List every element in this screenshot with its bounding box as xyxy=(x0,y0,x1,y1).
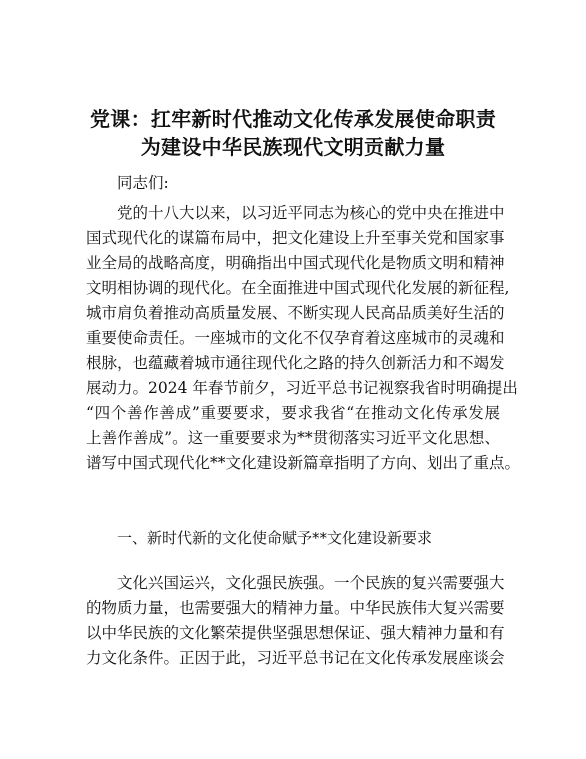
paragraph-1-line: 展动力。2024 年春节前夕，习近平总书记视察我省时明确提出 xyxy=(86,379,518,397)
paragraph-1-line: “四个善作善成”重要要求，要求我省“在推动文化传承发展 xyxy=(86,404,500,422)
paragraph-1-line: 党的十八大以来，以习近平同志为核心的党中央在推进中 xyxy=(117,204,505,222)
greeting: 同志们: xyxy=(117,174,169,192)
document-title-line-2: 为建设中华民族现代文明贡献力量 xyxy=(140,135,446,159)
paragraph-1-line: 文明相协调的现代化。在全面推进中国式现代化发展的新征程, xyxy=(86,279,510,297)
paragraph-2-line: 力文化条件。正因于此，习近平总书记在文化传承发展座谈会 xyxy=(86,649,505,667)
paragraph-1-line: 根脉，也蕴藏着城市通往现代化之路的持久创新活力和不竭发 xyxy=(86,354,505,372)
paragraph-1-line: 谱写中国式现代化**文化建设新篇章指明了方向、划出了重点。 xyxy=(86,454,521,472)
paragraph-2-line: 的物质力量，也需要强大的精神力量。中华民族伟大复兴需要 xyxy=(86,599,505,617)
section-1-heading: 一、新时代新的文化使命赋予**文化建设新要求 xyxy=(117,529,433,547)
paragraph-1-line: 业全局的战略高度，明确指出中国式现代化是物质文明和精神 xyxy=(86,254,505,272)
paragraph-1-line: 重要使命责任。一座城市的文化不仅孕育着这座城市的灵魂和 xyxy=(86,329,505,347)
paragraph-2-line: 以中华民族的文化繁荣提供坚强思想保证、强大精神力量和有 xyxy=(86,624,505,642)
paragraph-2-line: 文化兴国运兴，文化强民族强。一个民族的复兴需要强大 xyxy=(117,574,505,592)
paragraph-1-line: 城市肩负着推动高质量发展、不断实现人民高品质美好生活的 xyxy=(86,304,505,322)
paragraph-1-line: 国式现代化的谋篇布局中，把文化建设上升至事关党和国家事 xyxy=(86,229,505,247)
document-title-line-1: 党课：扛牢新时代推动文化传承发展使命职责 xyxy=(90,107,496,131)
paragraph-1-line: 上善作善成”。这一重要要求为**贯彻落实习近平文化思想、 xyxy=(86,429,500,447)
